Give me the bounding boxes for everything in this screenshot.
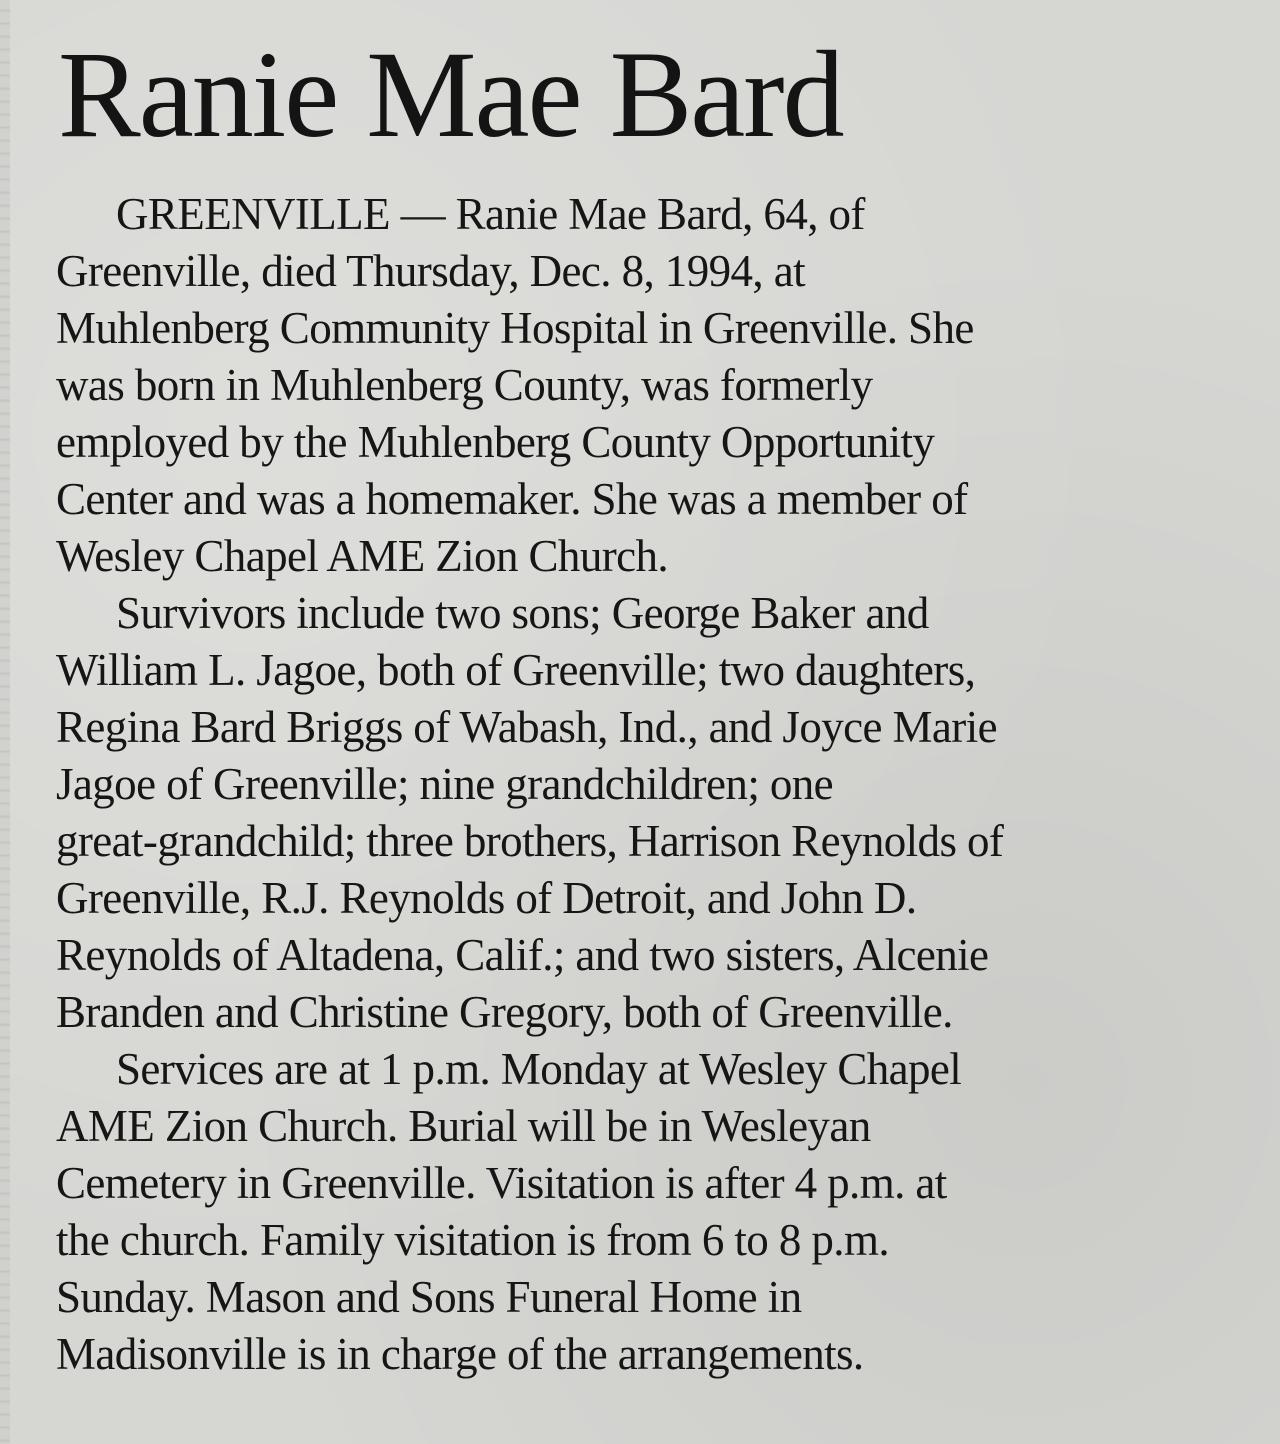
obituary-text-line: Greenville, R.J. Reynolds of Detroit, and John D. bbox=[56, 873, 917, 923]
obituary-text-line: Reynolds of Altadena, Calif.; and two sisters, Alcenie bbox=[56, 930, 989, 980]
obituary-text-line: employed by the Muhlenberg County Opportunity bbox=[56, 417, 935, 467]
obituary-text-line: Cemetery in Greenville. Visitation is after 4 p.m. at bbox=[56, 1158, 947, 1208]
obituary-text-line: GREENVILLE — Ranie Mae Bard, 64, of bbox=[116, 189, 865, 239]
obituary-text-line: Center and was a homemaker. She was a member of bbox=[56, 474, 968, 524]
obituary-text-line: was born in Muhlenberg County, was formerly bbox=[56, 360, 873, 410]
obituary-text-line: AME Zion Church. Burial will be in Wesleyan bbox=[56, 1101, 871, 1151]
obituary-headline: Ranie Mae Bard bbox=[58, 26, 843, 163]
obituary-text-line: Survivors include two sons; George Baker and bbox=[116, 588, 929, 638]
obituary-text-line: Greenville, died Thursday, Dec. 8, 1994, at bbox=[56, 246, 805, 296]
obituary-text-line: William L. Jagoe, both of Greenville; two daughters, bbox=[56, 645, 976, 695]
obituary-text-line: Branden and Christine Gregory, both of Greenville. bbox=[56, 987, 953, 1037]
obituary-body bbox=[56, 186, 1256, 1383]
torn-paper-edge bbox=[0, 0, 10, 1444]
obituary-text-line: Jagoe of Greenville; nine grandchildren; one bbox=[56, 759, 834, 809]
obituary-text-line: the church. Family visitation is from 6 to 8 p.m. bbox=[56, 1215, 890, 1265]
obituary-text-line: Regina Bard Briggs of Wabash, Ind., and Joyce Marie bbox=[56, 702, 997, 752]
obituary-text-line: Sunday. Mason and Sons Funeral Home in bbox=[56, 1272, 802, 1322]
obituary-text-line: Services are at 1 p.m. Monday at Wesley Chapel bbox=[116, 1044, 962, 1094]
obituary-text-line: Wesley Chapel AME Zion Church. bbox=[56, 531, 669, 581]
obituary-text-line: Muhlenberg Community Hospital in Greenville. She bbox=[56, 303, 974, 353]
obituary-text-line: great-grandchild; three brothers, Harrison Reynolds of bbox=[56, 816, 1004, 866]
obituary-text-line: Madisonville is in charge of the arrangements. bbox=[56, 1329, 864, 1379]
